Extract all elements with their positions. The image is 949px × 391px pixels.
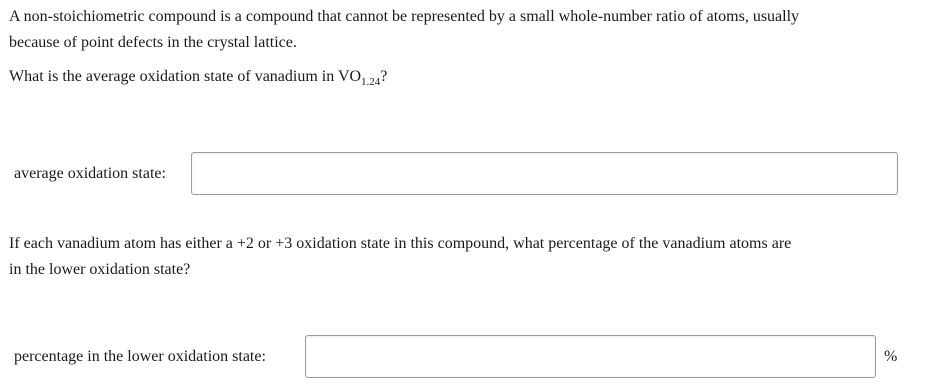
intro-line-2: because of point defects in the crystal lattice.	[9, 34, 297, 51]
formula-subscript: 1.24	[361, 76, 381, 88]
question-2-line-1: If each vanadium atom has either a +2 or +3 oxidation state in this compound, what percentage of the vanadium atoms are	[9, 235, 792, 252]
percentage-lower-state-label: percentage in the lower oxidation state:	[14, 348, 266, 365]
percentage-lower-state-input[interactable]	[305, 335, 876, 378]
question-2-text	[9, 231, 939, 283]
average-oxidation-state-input[interactable]	[191, 152, 898, 195]
question-1-prefix: What is the average oxidation state of vanadium in VO	[9, 68, 362, 85]
intro-paragraph	[9, 4, 939, 56]
question-1-text	[9, 64, 939, 91]
question-2-line-2: in the lower oxidation state?	[9, 261, 191, 278]
question-1-suffix: ?	[380, 68, 388, 85]
intro-line-1: A non-stoichiometric compound is a compound that cannot be represented by a small whole-number ratio of atoms, usually	[9, 8, 800, 25]
percent-unit-label: %	[884, 348, 898, 365]
average-oxidation-state-label: average oxidation state:	[14, 165, 166, 182]
